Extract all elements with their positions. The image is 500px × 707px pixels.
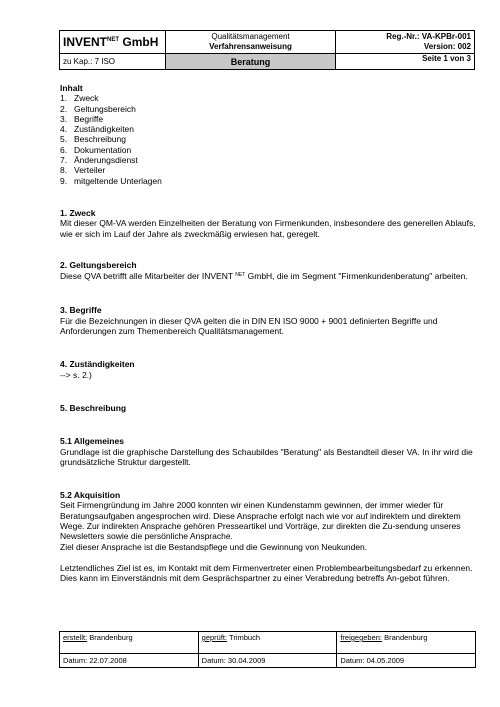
document-type: Verfahrensanweisung	[209, 42, 292, 51]
toc-item: 1. Zweck	[60, 93, 99, 104]
toc-item: 8. Verteiler	[60, 165, 106, 176]
registration-number: Reg.-Nr.: VA-KPBr-001	[386, 32, 471, 41]
section-text: Mit dieser QM-VA werden Einzelheiten der Beratung von Firmenkunden, insbesondere des generellen Ablaufs, wie er sich im Lauf der Jahre als zweckmäßig erwiesen hat, geregelt.	[60, 218, 476, 239]
toc-item: 2. Geltungsbereich	[60, 103, 136, 114]
document-header	[59, 30, 475, 70]
company-name: $INVENT^{NET}$ GmbH	[60, 31, 166, 54]
released-cell: freigegeben: Brandenburg	[337, 632, 476, 654]
section-text: Grundlage ist die graphische Darstellung des Schaubildes "Beratung" als Bestandteil dieser VA. In ihr wird die grundsätzliche Struktur dargestellt.	[60, 446, 473, 467]
version: Version: 002	[423, 42, 471, 51]
chapter-reference: zu Kap.: 7 ISO	[60, 54, 166, 70]
section-text: Ziel dieser Ansprache ist die Bestandspflege und die Gewinnung von Neukunden.	[60, 541, 368, 552]
section-heading: 5.2 Akquisition	[60, 490, 121, 501]
section-heading: 4. Zuständigkeiten	[60, 359, 135, 370]
approval-footer	[59, 631, 476, 668]
checked-date: Datum: 30.04.2009	[198, 654, 337, 668]
toc-item: 6. Dokumentation	[60, 144, 132, 155]
document-body	[60, 83, 478, 584]
created-cell: erstellt: Brandenburg	[60, 632, 199, 654]
section-text: Diese QVA betrifft alle Mitarbeiter der INVENT $^{NET}$ GmbH, die im Segment "Firmenkundenberatung" arbeiten.	[60, 271, 468, 282]
section-text: Letztendliches Ziel ist es, im Kontakt mit dem Firmenvertreter einen Problembearbeitungsbedarf zu erkennen. Dies kann im Einverständnis mit dem Gesprächspartner zu einer Verabredung betreffs An-gebot führen.	[60, 562, 473, 584]
section-text: Für die Bezeichnungen in dieser QVA gelten die in DIN EN ISO 9000 + 9001 definierten Begriffe und Anforderungen zum Themenbereich Qualitätsmanagement.	[60, 315, 438, 337]
section-heading: 5.1 Allgemeines	[60, 436, 124, 447]
registration-cell	[336, 31, 475, 54]
section-heading: 2. Geltungsbereich	[60, 259, 137, 270]
released-date: Datum: 04.05.2009	[337, 654, 476, 668]
table-of-contents	[60, 93, 478, 186]
document-title: Beratung	[166, 54, 336, 70]
created-date: Datum: 22.07.2008	[60, 654, 199, 668]
toc-item: 7. Änderungsdienst	[60, 155, 138, 166]
checked-cell: geprüft: Trimbuch	[198, 632, 337, 654]
toc-title: Inhalt	[60, 83, 83, 93]
section-text: Seit Firmengründung im Jahre 2000 konnten wir einen Kundenstamm gewinnen, der immer wieder für Beratungsaufgaben angesprochen wird. Diese Ansprache erfolgt nach wie vor auf indirektem und direktem Wege. Zur indirekten Ansprache gehören Presseartikel und Vorträge, zur direkten die Zu-sendung unseres Newsletters sowie die persönliche Ansprache.	[60, 500, 461, 542]
toc-item: 4. Zuständigkeiten	[60, 124, 135, 135]
toc-item: 3. Begriffe	[60, 113, 104, 124]
section-heading: 5. Beschreibung	[60, 402, 127, 413]
toc-item: 5. Beschreibung	[60, 134, 126, 145]
section-text: --> s. 2.)	[60, 369, 92, 380]
document-type-cell	[166, 31, 336, 54]
toc-item: 9. mitgeltende Unterlagen	[60, 175, 162, 186]
qm-title: Qualitätsmanagement	[211, 32, 290, 41]
section-heading: 3. Begriffe	[60, 305, 102, 316]
section-heading: 1. Zweck	[60, 207, 96, 218]
page-number: Seite 1 von 3	[336, 54, 475, 70]
